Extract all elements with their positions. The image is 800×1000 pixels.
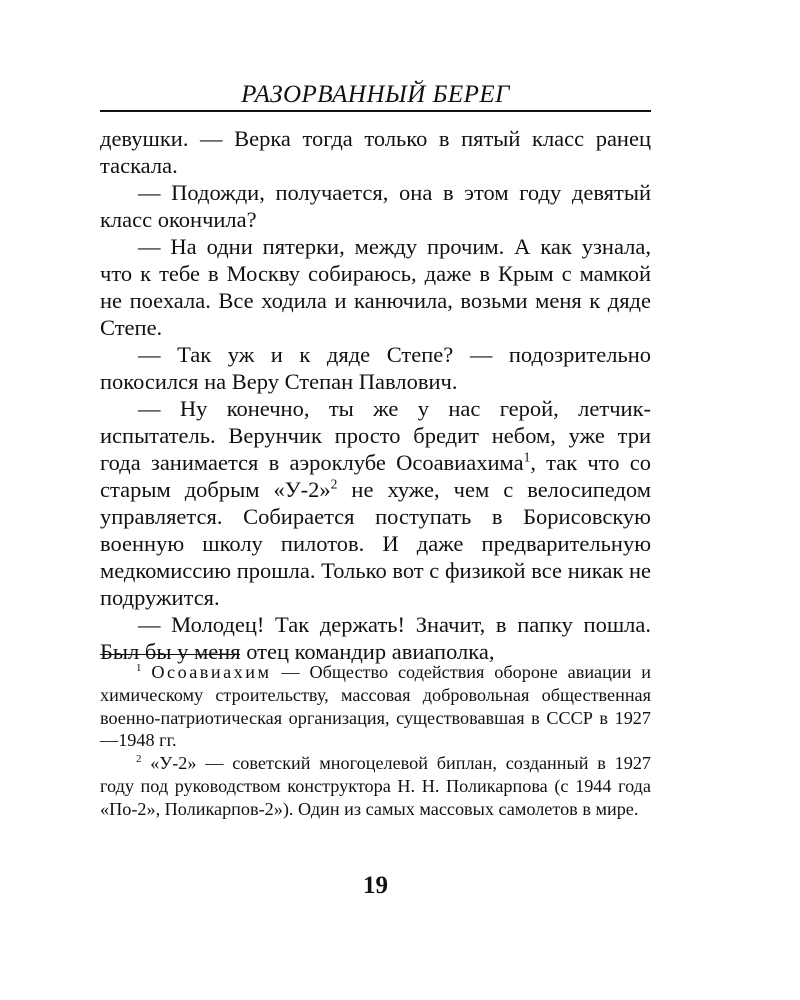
footnote-ref-1: 1 <box>523 449 531 465</box>
paragraph-2: — Подожди, получается, она в этом году девятый класс окончила? <box>100 180 651 232</box>
footnote-ref-2: 2 <box>330 476 338 492</box>
footnotes <box>100 661 651 821</box>
header-rule <box>100 110 651 112</box>
footnote-1-term: Осоавиахим <box>151 662 272 682</box>
page-number: 19 <box>363 872 388 899</box>
footnote-2-marker: 2 <box>136 753 142 766</box>
footnote-1 <box>100 661 651 752</box>
paragraph-5-text-c: не хуже, чем с велосипедом управляется. Собирается поступать в Борисовскую военную школу пилотов. И даже предварительную медкомиссию прошла. Только вот с физикой все никак не подружится. <box>100 477 651 610</box>
main-text <box>100 125 651 665</box>
paragraph-6: — Молодец! Так держать! Значит, в папку пошла. Был бы у меня отец командир авиаполка, <box>100 612 651 664</box>
paragraph-5-text-b: , так что со старым добрым «У-2» <box>100 450 651 502</box>
paragraph-1: девушки. — Верка тогда только в пятый класс ранец таскала. <box>100 126 651 178</box>
footnote-1-marker: 1 <box>136 661 142 674</box>
running-title: РАЗОРВАННЫЙ БЕРЕГ <box>241 81 510 108</box>
paragraph-3: — На одни пятерки, между прочим. А как узнала, что к тебе в Москву собираюсь, даже в Крым с мамкой не поехала. Все ходила и канючила, возьми меня к дяде Степе. <box>100 234 651 340</box>
paragraph-5-text-a: — Ну конечно, ты же у нас герой, летчик-испытатель. Верунчик просто бредит небом, уже три года занимается в аэроклубе Осоавиахима <box>100 396 651 475</box>
paragraph-5 <box>100 395 651 611</box>
footnote-1-text: — Общество содействия обороне авиации и химическому строительству, массовая добровольная общественная военно-патриотическая организация, существовавшая в СССР в 1927—1948 гг. <box>100 662 651 751</box>
footnote-2 <box>100 752 651 820</box>
paragraph-4: — Так уж и к дяде Степе? — подозрительно покосился на Веру Степан Павлович. <box>100 342 651 394</box>
footnote-2-term: «У-2» <box>150 753 197 774</box>
footnote-2-text: — советский многоцелевой биплан, созданный в 1927 году под руководством конструктора Н. Н. Поликарпова (с 1944 года «По-2», Поликарпов-2»). Один из самых массовых самолетов в мире. <box>100 753 652 819</box>
footnote-rule <box>100 654 240 655</box>
